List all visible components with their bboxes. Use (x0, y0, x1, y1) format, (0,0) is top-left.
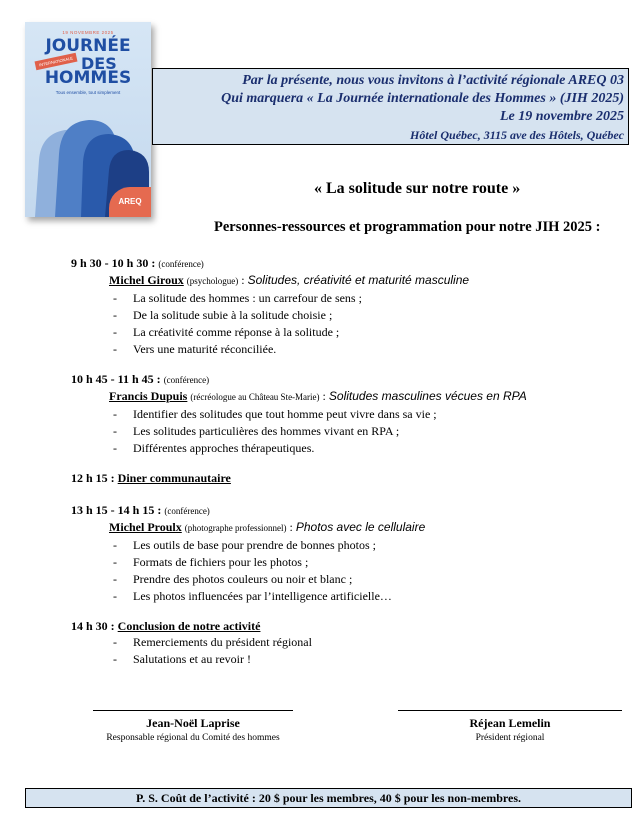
program-note: (conférence) (164, 506, 210, 516)
list-item: - La créativité comme réponse à la solitude ; (113, 324, 469, 341)
separator: : (238, 273, 248, 287)
talk-title: Solitudes masculines vécues en RPA (328, 389, 527, 403)
speaker-role: (récréologue au Château Ste-Marie) (190, 392, 320, 402)
poster-band: INTERNATIONALE (35, 53, 78, 71)
list-item: - Les outils de base pour prendre de bonnes photos ; (113, 537, 425, 554)
list-item: - La solitude des hommes : un carrefour de sens ; (113, 290, 469, 307)
speaker-role: (photographe professionnel) (184, 523, 287, 533)
list-item: - Vers une maturité réconciliée. (113, 341, 469, 358)
list-item: - Les solitudes particulières des hommes vivant en RPA ; (113, 423, 527, 440)
talk-title: Photos avec le cellulaire (295, 520, 426, 534)
document-subtitle: Personnes-ressources et programmation pour notre JIH 2025 : (214, 219, 601, 235)
program-time: 12 h 15 : (71, 471, 115, 485)
poster-title-line1: JOURNÉE (45, 36, 131, 56)
speaker-name: Michel Giroux (109, 273, 184, 287)
list-item: - De la solitude subie à la solitude choisie ; (113, 307, 469, 324)
signature-line (93, 710, 293, 711)
program-time: 13 h 15 - 14 h 15 : (71, 503, 162, 517)
talk-title: Solitudes, créativité et maturité masculine (247, 273, 470, 287)
speaker-name: Michel Proulx (109, 520, 182, 534)
list-item: - Identifier des solitudes que tout homme peut vivre dans sa vie ; (113, 406, 527, 423)
program-block-lunch (71, 470, 231, 486)
invitation-header (152, 68, 629, 145)
conclusion-items (71, 634, 312, 668)
program-block-2 (71, 371, 527, 457)
separator: : (286, 520, 296, 534)
talk-topics (71, 406, 527, 457)
program-block-conclusion (71, 618, 312, 668)
header-line1: Par la présente, nous vous invitons à l’activité régionale AREQ 03 (242, 73, 624, 88)
poster-tagline: Tous ensemble, tout simplement (55, 90, 121, 95)
event-title: Conclusion de notre activité (117, 619, 261, 633)
talk-topics (71, 290, 469, 358)
signer-role: Responsable régional du Comité des hommes (106, 733, 280, 743)
list-item: - Salutations et au revoir ! (113, 651, 312, 668)
speaker-role: (psychologue) (186, 276, 239, 286)
poster-date: 19 NOVEMBRE 2025 (62, 30, 114, 35)
signature-left (93, 710, 293, 745)
list-item: - Les photos influencées par l’intelligence artificielle… (113, 588, 425, 605)
event-title: Diner communautaire (117, 471, 231, 485)
poster-title-line2: DES (81, 54, 117, 73)
header-location: Hôtel Québec, 3115 ave des Hôtels, Québec (410, 128, 624, 142)
list-item: - Prendre des photos couleurs ou noir et blanc ; (113, 571, 425, 588)
signer-role: Président régional (475, 733, 545, 743)
poster-title-line3: HOMMES (44, 68, 132, 88)
list-item: - Différentes approches thérapeutiques. (113, 440, 527, 457)
signer-name: Réjean Lemelin (469, 716, 551, 730)
talk-topics (71, 537, 425, 605)
signature-right (398, 710, 622, 745)
program-time: 9 h 30 - 10 h 30 : (71, 256, 156, 270)
signer-name: Jean-Noël Laprise (146, 716, 240, 730)
cost-note: P. S. Coût de l’activité : 20 $ pour les membres, 40 $ pour les non-membres. (25, 788, 632, 808)
event-poster (25, 22, 151, 217)
header-line2: Qui marquera « La Journée internationale des Hommes » (JIH 2025) (221, 91, 624, 106)
list-item: - Remerciements du président régional (113, 634, 312, 651)
program-note: (conférence) (163, 375, 210, 385)
signature-line (398, 710, 622, 711)
program-block-3 (71, 502, 425, 605)
program-note: (conférence) (158, 259, 204, 269)
poster-org-logo: AREQ (109, 187, 151, 217)
document-title: « La solitude sur notre route » (314, 180, 521, 197)
header-line3: Le 19 novembre 2025 (499, 109, 624, 124)
program-time: 10 h 45 - 11 h 45 : (71, 372, 161, 386)
speaker-name: Francis Dupuis (109, 389, 188, 403)
separator: : (319, 389, 329, 403)
list-item: - Formats de fichiers pour les photos ; (113, 554, 425, 571)
program-time: 14 h 30 : (71, 619, 115, 633)
program-block-1 (71, 255, 469, 358)
